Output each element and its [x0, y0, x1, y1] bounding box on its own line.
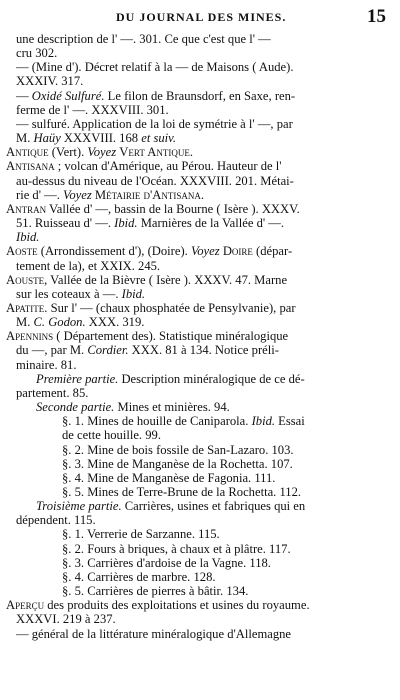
- entry-text: .: [189, 145, 194, 160]
- entry-text: §. 2. Fours à briques, à chaux et à plâtre. 117.: [62, 541, 291, 556]
- entry-text: §. 3. Mine de Manganèse de la Rochetta. 107.: [62, 456, 293, 471]
- entry-heading: Antran: [6, 201, 47, 216]
- entry-text: §. 4. Carrières de marbre. 128.: [62, 569, 216, 584]
- entry-heading: Aperçu: [6, 598, 45, 613]
- index-line: [6, 216, 392, 230]
- index-line: [6, 584, 392, 598]
- italic-text: Oxidé Sulfuré.: [31, 88, 105, 103]
- entry-text: cru 302.: [16, 46, 58, 61]
- entry-heading: Apatite: [6, 300, 45, 315]
- entry-text: .: [200, 187, 205, 202]
- entry-text: — général de la littérature minéralogique d'Allemagne: [16, 626, 292, 641]
- index-line: [6, 598, 392, 612]
- entry-heading: Doire: [222, 244, 253, 259]
- index-line: [6, 301, 392, 315]
- index-line: [6, 570, 392, 584]
- entry-text: (dépar-: [252, 244, 293, 259]
- index-line: [6, 542, 392, 556]
- index-line: [6, 499, 392, 513]
- index-line: [6, 358, 392, 372]
- index-line: [6, 117, 392, 131]
- index-line: [6, 259, 392, 273]
- italic-text: Cordier.: [87, 343, 129, 358]
- index-line: [6, 612, 392, 626]
- index-line: [6, 145, 392, 159]
- index-line: [6, 230, 392, 244]
- italic-text: Première partie.: [36, 371, 119, 386]
- italic-text: Troisième partie.: [36, 499, 122, 514]
- entry-heading: Aouste: [6, 272, 45, 287]
- index-line: [6, 202, 392, 216]
- entry-text: sur les coteaux à —.: [16, 286, 122, 301]
- index-line: [6, 457, 392, 471]
- entry-text: §. 5. Mines de Terre-Brune de la Rochetta. 112.: [62, 485, 302, 499]
- index-line: [6, 386, 392, 400]
- index-line: [6, 329, 392, 343]
- italic-text: Voyez: [87, 145, 117, 160]
- entry-text: . Sur l' — (chaux phosphatée de Pensylvanie), par: [44, 300, 296, 315]
- entry-text: tement de la), et XXIX. 245.: [16, 258, 161, 273]
- entry-heading: Antique: [6, 145, 49, 160]
- page-header: [6, 6, 392, 32]
- entry-text: Description minéralogique de ce dé-: [118, 371, 305, 386]
- entry-text: partement. 85.: [16, 385, 89, 400]
- running-head: DU JOURNAL DES MINES.: [116, 10, 287, 24]
- entry-text: — sulfuré. Application de la loi de symétrie à l' —, par: [16, 116, 293, 131]
- entry-text: §. 1. Verrerie de Sarzanne. 115.: [62, 527, 220, 542]
- entry-text: Vallée d' —, bassin de la Bourne ( Isère ). XXXV.: [46, 201, 300, 216]
- italic-text: Ibid.: [121, 286, 146, 301]
- entry-text: minaire. 81.: [16, 357, 77, 372]
- entry-heading: Apennins: [6, 329, 54, 344]
- entry-text: §. 2. Mine de bois fossile de San-Lazaro. 103.: [62, 442, 294, 457]
- entry-text: Marnières de la Vallée d' —.: [137, 216, 285, 231]
- index-line: [6, 46, 392, 60]
- index-line: [6, 471, 392, 485]
- entry-text: , Vallée de la Bièvre ( Isère ). XXXV. 47. Marne: [44, 272, 288, 287]
- entry-text: 51. Ruisseau d' —.: [16, 216, 115, 231]
- entry-text: (Vert).: [48, 145, 88, 160]
- italic-text: Ibid.: [114, 216, 138, 231]
- entry-text: §. 1. Mines de houille de Caniparola.: [62, 414, 252, 429]
- entry-text: XXX. 81 à 134. Notice préli-: [128, 343, 279, 358]
- entry-text: Essai: [275, 414, 305, 429]
- italic-text: Ibid.: [16, 230, 40, 245]
- entry-text: §. 5. Carrières de pierres à bâtir. 134.: [62, 584, 249, 599]
- entry-text: ferme de l' —. XXXVIII. 301.: [16, 102, 169, 117]
- index-line: [6, 103, 392, 117]
- entry-heading: Aoste: [6, 244, 38, 259]
- entry-text: ( Département des). Statistique minéralogique: [53, 329, 289, 344]
- entry-text: du —, par M.: [16, 343, 88, 358]
- index-line: [6, 32, 392, 46]
- index-line: [6, 287, 392, 301]
- entry-text: XXXVIII. 168: [60, 131, 142, 146]
- index-line: [6, 60, 392, 74]
- entry-text: §. 3. Carrières d'ardoise de la Vagne. 118.: [62, 555, 271, 570]
- entry-text: Carrières, usines et fabriques qui en: [121, 499, 306, 514]
- index-line: [6, 74, 392, 88]
- italic-text: Haüy: [33, 131, 61, 146]
- entry-text: des produits des exploitations et usines du royaume.: [44, 598, 310, 613]
- index-line: [6, 527, 392, 541]
- index-entries: [6, 32, 392, 641]
- index-line: [6, 244, 392, 258]
- index-line: [6, 159, 392, 173]
- index-line: [6, 89, 392, 103]
- entry-text: une description de l' —. 301. Ce que c'est que l' —: [16, 32, 271, 46]
- entry-text: XXX. 319.: [85, 315, 145, 330]
- entry-text: —: [16, 88, 32, 103]
- italic-text: Ibid.: [251, 414, 276, 429]
- entry-text: dépendent. 115.: [16, 513, 96, 528]
- entry-text: ; volcan d'Amérique, au Pérou. Hauteur de l': [54, 159, 282, 174]
- page-number: 15: [367, 6, 386, 27]
- italic-text: Seconde partie.: [36, 400, 115, 415]
- index-line: [6, 315, 392, 329]
- italic-text: Voyez: [190, 244, 220, 259]
- entry-text: XXXVI. 219 à 237.: [16, 612, 116, 627]
- entry-text: XXXIV. 317.: [16, 74, 84, 89]
- entry-heading: Antisana: [6, 159, 55, 174]
- entry-text: Mines et minières. 94.: [114, 400, 230, 415]
- index-line: [6, 556, 392, 570]
- italic-text: Voyez: [63, 187, 92, 202]
- italic-text: et suiv.: [141, 131, 176, 146]
- entry-heading: Vert Antique: [119, 145, 190, 160]
- entry-text: (Arrondissement d'), (Doire).: [37, 244, 191, 259]
- index-line: [6, 273, 392, 287]
- index-line: [6, 131, 392, 145]
- index-line: [6, 372, 392, 386]
- entry-text: §. 4. Mine de Manganèse de Fagonia. 111.: [62, 470, 276, 485]
- index-line: [6, 414, 392, 428]
- index-line: [6, 400, 392, 414]
- entry-text: rie d' —.: [16, 187, 64, 202]
- entry-heading: Métairie d'Antisana: [94, 187, 201, 202]
- index-line: [6, 627, 392, 641]
- entry-text: au-dessus du niveau de l'Océan. XXXVIII. 201. Métai-: [16, 173, 294, 188]
- entry-text: Le filon de Braunsdorf, en Saxe, ren-: [104, 88, 296, 103]
- index-line: [6, 343, 392, 357]
- index-line: [6, 485, 392, 499]
- italic-text: C. Godon.: [33, 315, 86, 330]
- index-line: [6, 174, 392, 188]
- index-line: [6, 188, 392, 202]
- entry-text: — (Mine d'). Décret relatif à la — de Maisons ( Aude).: [16, 60, 294, 75]
- entry-text: M.: [16, 131, 34, 146]
- index-line: [6, 443, 392, 457]
- entry-text: M.: [16, 315, 34, 330]
- index-line: [6, 428, 392, 442]
- index-line: [6, 513, 392, 527]
- entry-text: de cette houille. 99.: [62, 428, 161, 443]
